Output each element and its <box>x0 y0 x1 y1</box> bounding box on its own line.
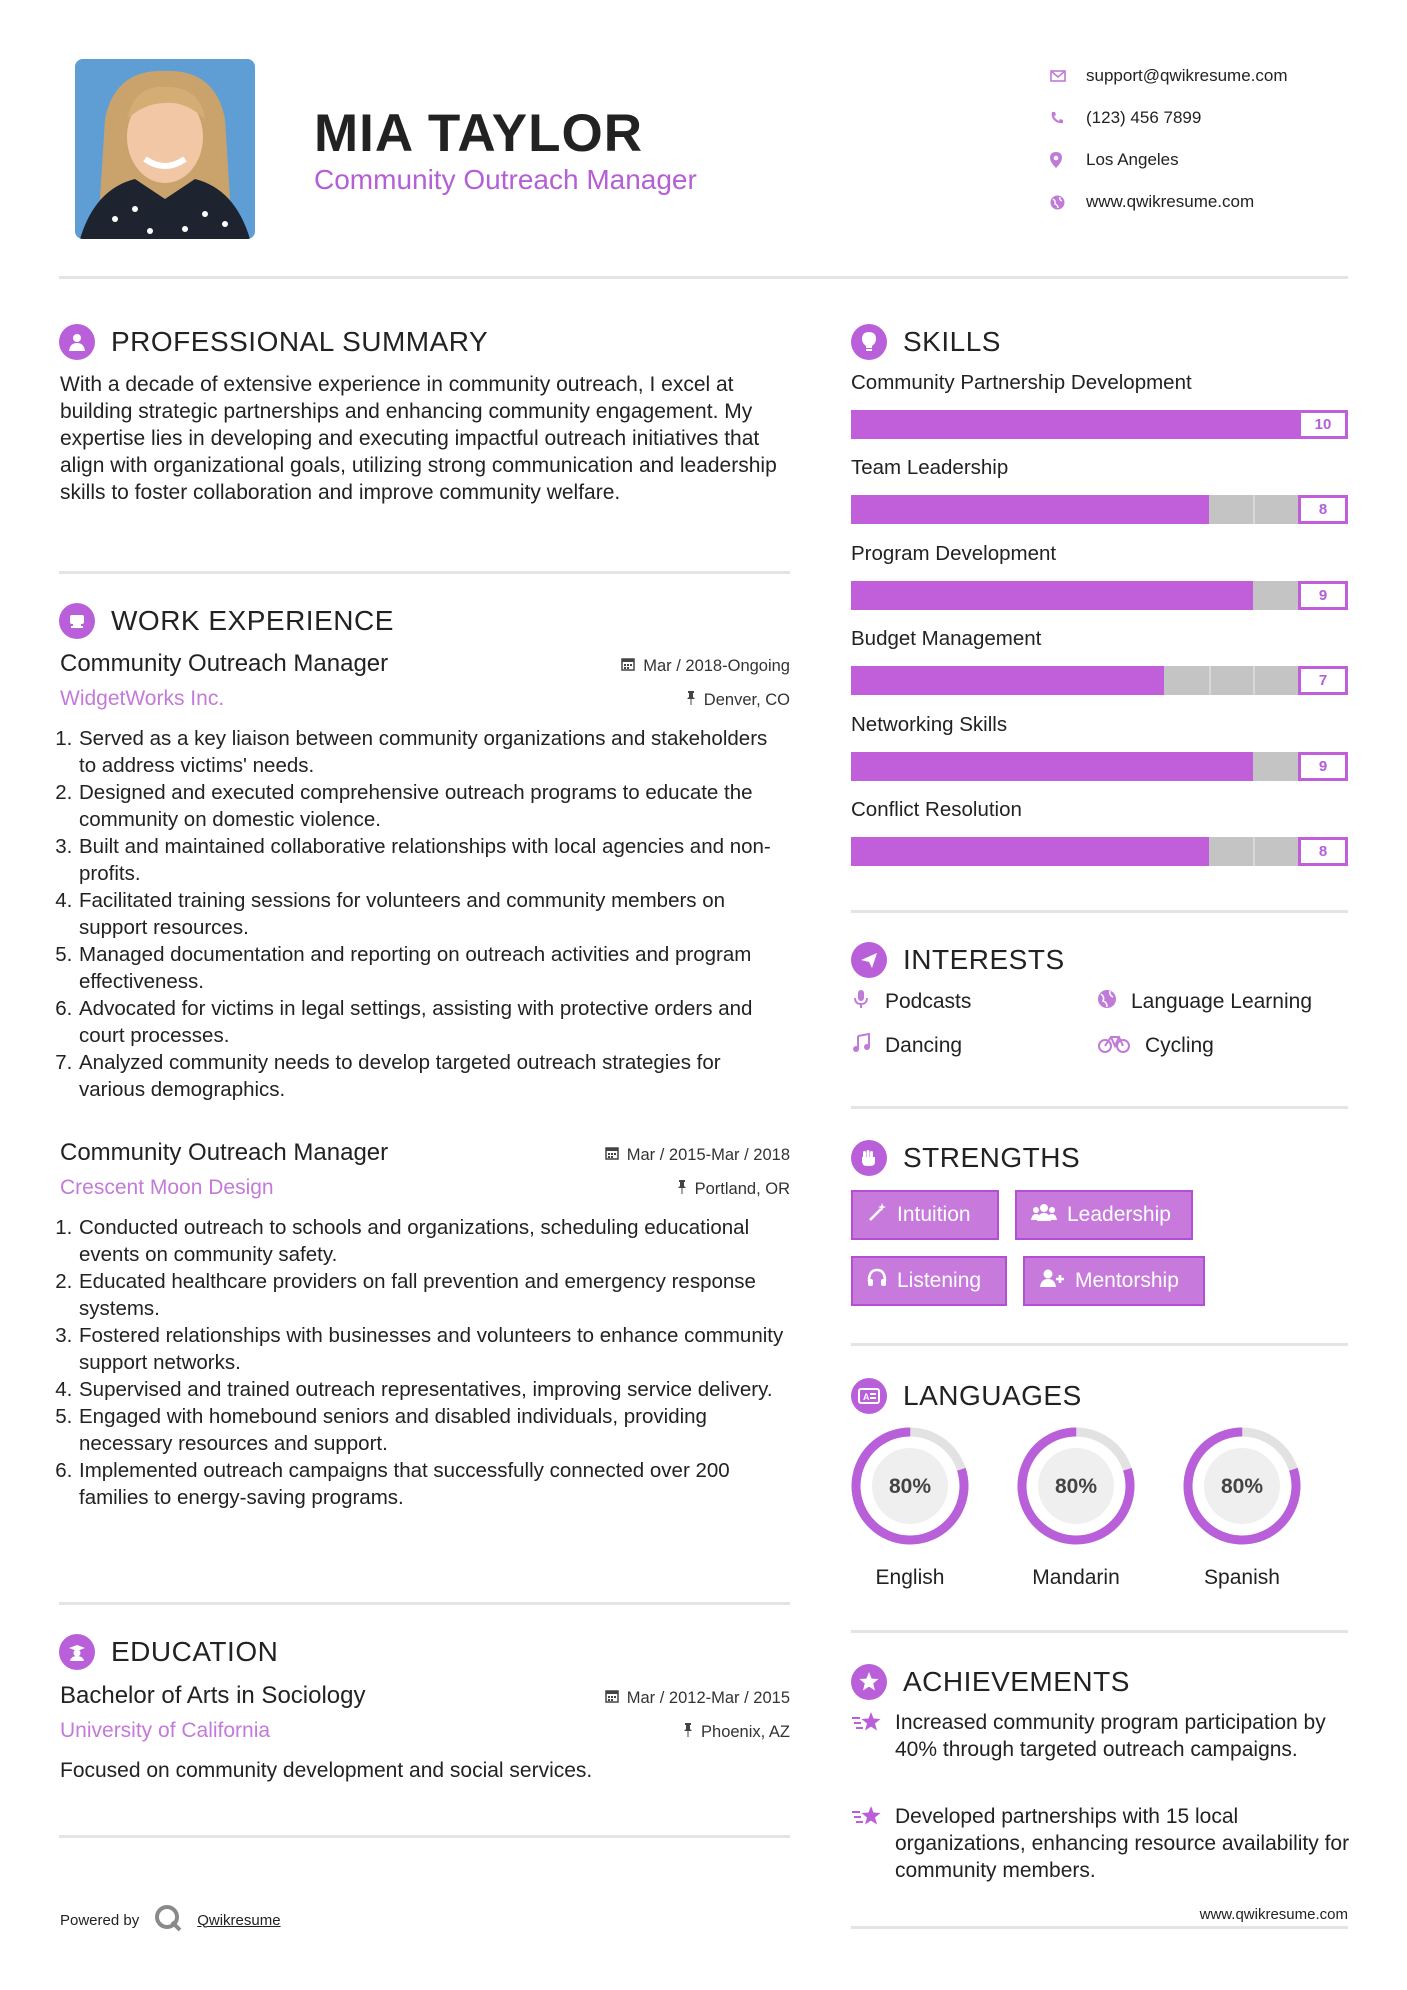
avatar-illustration <box>75 59 255 239</box>
achievement-item <box>851 1709 1351 1763</box>
job-date <box>621 657 790 676</box>
languages-heading <box>851 1378 1082 1414</box>
interests-heading <box>851 942 1065 978</box>
contact-list <box>1050 55 1380 223</box>
work-heading <box>59 603 394 639</box>
shooting-star-icon <box>851 1803 883 1884</box>
achievements-title: ACHIEVEMENTS <box>903 1666 1130 1697</box>
interest-label: Language Learning <box>1131 990 1313 1013</box>
list-item: 2. Educated healthcare providers on fall prevention and emergency response systems. <box>78 1268 790 1322</box>
contact-location <box>1050 139 1380 181</box>
skills-heading <box>851 324 1001 360</box>
skill-item <box>851 713 1348 781</box>
skill-item <box>851 456 1348 524</box>
magic-wand-icon <box>867 1202 887 1228</box>
strength-label: Mentorship <box>1075 1269 1179 1292</box>
pushpin-icon <box>683 1723 693 1742</box>
calendar-icon <box>605 1689 619 1708</box>
education-title: EDUCATION <box>111 1636 279 1667</box>
job-date-text: Mar / 2018-Ongoing <box>643 657 790 675</box>
pushpin-icon <box>677 1180 687 1199</box>
contact-phone[interactable] <box>1050 97 1380 139</box>
achievements-heading <box>851 1664 1130 1700</box>
skill-name: Networking Skills <box>851 712 1008 736</box>
work-title: WORK EXPERIENCE <box>111 605 394 636</box>
job-title: Community Outreach Manager <box>60 650 389 677</box>
skill-level: 8 <box>1298 837 1348 866</box>
list-item: 7. Analyzed community needs to develop targeted outreach strategies for various demographics. <box>78 1049 790 1103</box>
skill-bar-tick <box>1253 666 1255 695</box>
language-ring <box>848 1424 972 1548</box>
skill-item <box>851 627 1348 695</box>
users-icon <box>1031 1202 1057 1228</box>
skill-item <box>851 371 1348 439</box>
headphones-icon <box>867 1268 887 1294</box>
language-item <box>1180 1424 1304 1590</box>
interest-label: Podcasts <box>885 990 972 1013</box>
job-location <box>677 1180 790 1199</box>
envelope-icon <box>1050 70 1086 82</box>
strength-label: Leadership <box>1067 1203 1171 1226</box>
bicycle-icon <box>1097 1033 1131 1059</box>
skill-level: 10 <box>1298 410 1348 439</box>
footer-url[interactable]: www.qwikresume.com <box>1199 1906 1348 1923</box>
candidate-title: Community Outreach Manager <box>314 164 697 195</box>
summary-text: With a decade of extensive experience in community outreach, I excel at building strategic partnerships and enhancing community engagement. My expertise lies in developing and executing impactful outreach initiatives that align with organizational goals, utilizing strong communication and leadership skills to foster collaboration and improve community welfare. <box>60 373 777 504</box>
skill-level: 9 <box>1298 581 1348 610</box>
globe-icon <box>1097 989 1117 1015</box>
list-item: 6. Advocated for victims in legal settings, assisting with protective orders and court processes. <box>78 995 790 1049</box>
list-item: 5. Engaged with homebound seniors and disabled individuals, providing necessary resources and support. <box>78 1403 790 1457</box>
strength-chip <box>851 1256 1007 1306</box>
skill-bar <box>851 581 1348 610</box>
strength-chip <box>1015 1190 1193 1240</box>
interest-item <box>1097 1033 1214 1059</box>
skill-bar <box>851 666 1348 695</box>
interest-item <box>851 989 971 1015</box>
interest-label: Cycling <box>1145 1034 1214 1057</box>
contact-website-text: www.qwikresume.com <box>1086 192 1255 211</box>
list-item: 6. Implemented outreach campaigns that successfully connected over 200 families to energy-saving programs. <box>78 1457 790 1511</box>
education-entry <box>60 1682 790 1783</box>
job-location-text: Denver, CO <box>703 691 790 709</box>
language-icon <box>851 1378 887 1414</box>
skill-bar <box>851 410 1348 439</box>
strength-chip <box>1023 1256 1205 1306</box>
summary-heading <box>59 324 488 360</box>
work-divider <box>59 1602 790 1605</box>
languages-divider <box>851 1630 1348 1633</box>
interest-item <box>1097 989 1312 1015</box>
languages-title: LANGUAGES <box>903 1380 1082 1411</box>
strengths-title: STRENGTHS <box>903 1142 1081 1173</box>
user-plus-icon <box>1039 1268 1065 1294</box>
skill-bar <box>851 495 1348 524</box>
candidate-name: MIA TAYLOR <box>314 104 643 163</box>
skill-level: 8 <box>1298 495 1348 524</box>
contact-phone-text: (123) 456 7899 <box>1086 108 1202 127</box>
job-company: WidgetWorks Inc. <box>60 687 225 710</box>
skill-bar-fill <box>851 666 1164 695</box>
skills-divider <box>851 910 1348 913</box>
language-ring <box>1180 1424 1304 1548</box>
skill-bar-tick <box>1253 837 1255 866</box>
job-duties <box>60 1214 790 1511</box>
achievements-divider <box>851 1926 1348 1929</box>
list-item: 1. Conducted outreach to schools and organizations, scheduling educational events on community safety. <box>78 1214 790 1268</box>
header-divider <box>59 276 1348 279</box>
education-heading <box>59 1634 278 1670</box>
skill-bar-fill <box>851 581 1253 610</box>
interests-title: INTERESTS <box>903 944 1065 975</box>
job-date <box>605 1146 790 1165</box>
skill-name: Conflict Resolution <box>851 798 1022 821</box>
strengths-divider <box>851 1343 1348 1346</box>
profile-photo <box>75 59 255 239</box>
skill-bar-tick <box>1209 666 1211 695</box>
education-description: Focused on community development and social services. <box>60 1759 593 1782</box>
school-name: University of California <box>60 1719 271 1742</box>
education-date-text: Mar / 2012-Mar / 2015 <box>626 1689 790 1707</box>
skill-level: 9 <box>1298 752 1348 781</box>
lightbulb-icon <box>851 324 887 360</box>
job-entry-1 <box>60 650 790 1103</box>
qwikresume-logo-icon <box>153 1903 183 1937</box>
skill-bar-fill <box>851 752 1253 781</box>
skill-name: Community Partnership Development <box>851 371 1192 394</box>
list-item: 2. Designed and executed comprehensive outreach programs to educate the community on domestic violence. <box>78 779 790 833</box>
education-location <box>683 1723 790 1742</box>
skill-level: 7 <box>1298 666 1348 695</box>
language-percent: 80% <box>1220 1475 1264 1498</box>
skill-bar-fill <box>851 495 1209 524</box>
star-badge-icon <box>851 1664 887 1700</box>
interest-label: Dancing <box>885 1034 963 1057</box>
contact-email-text: support@qwikresume.com <box>1086 66 1288 85</box>
skill-bar <box>851 752 1348 781</box>
contact-website[interactable] <box>1050 181 1380 223</box>
job-duties <box>60 725 790 1103</box>
svg-text:A: A <box>863 1392 870 1402</box>
language-item <box>1014 1424 1138 1590</box>
briefcase-icon <box>59 603 95 639</box>
language-name: English <box>875 1566 945 1589</box>
skill-name: Program Development <box>851 541 1057 565</box>
language-percent: 80% <box>1054 1475 1098 1498</box>
interest-item <box>851 1033 962 1059</box>
microphone-icon <box>851 989 871 1015</box>
contact-location-text: Los Angeles <box>1086 150 1179 169</box>
language-name: Spanish <box>1204 1566 1280 1589</box>
skill-bar <box>851 837 1348 866</box>
skill-item <box>851 798 1348 866</box>
contact-email[interactable] <box>1050 55 1380 97</box>
skill-name: Budget Management <box>851 627 1042 651</box>
shooting-star-icon <box>851 1709 883 1763</box>
graduate-icon <box>59 1634 95 1670</box>
calendar-icon <box>605 1146 619 1165</box>
achievement-text: Developed partnerships with 15 local organizations, enhancing resource availability for community members. <box>895 1805 1350 1882</box>
education-divider <box>59 1835 790 1838</box>
pushpin-icon <box>686 691 696 710</box>
powered-by-text: Powered by <box>60 1911 140 1929</box>
job-entry-2 <box>60 1139 790 1511</box>
list-item: 4. Supervised and trained outreach representatives, improving service delivery. <box>78 1376 790 1403</box>
music-note-icon <box>851 1033 871 1059</box>
education-date <box>605 1689 790 1708</box>
paper-plane-icon <box>851 942 887 978</box>
list-item: 1. Served as a key liaison between community organizations and stakeholders to address victims' needs. <box>78 725 790 779</box>
job-location <box>686 691 790 710</box>
summary-divider <box>59 571 790 574</box>
strength-chip <box>851 1190 999 1240</box>
list-item: 3. Built and maintained collaborative relationships with local agencies and non-profits. <box>78 833 790 887</box>
skill-item <box>851 542 1348 610</box>
skill-bar-tick <box>1253 495 1255 524</box>
job-location-text: Portland, OR <box>694 1180 790 1198</box>
skills-title: SKILLS <box>903 326 1001 357</box>
language-ring <box>1014 1424 1138 1548</box>
strengths-heading <box>851 1140 1080 1176</box>
skill-bar-fill <box>851 837 1209 866</box>
brand-link[interactable]: Qwikresume <box>197 1911 281 1929</box>
education-location-text: Phoenix, AZ <box>701 1723 790 1741</box>
interests-divider <box>851 1106 1348 1109</box>
skill-bar-fill <box>851 410 1298 439</box>
achievement-item <box>851 1803 1351 1884</box>
language-percent: 80% <box>888 1475 932 1498</box>
job-date-text: Mar / 2015-Mar / 2018 <box>626 1146 790 1164</box>
location-pin-icon <box>1050 152 1086 168</box>
user-icon <box>59 324 95 360</box>
phone-icon <box>1050 111 1086 125</box>
list-item: 5. Managed documentation and reporting on outreach activities and program effectiveness. <box>78 941 790 995</box>
strength-label: Listening <box>897 1269 982 1292</box>
globe-icon <box>1050 195 1086 210</box>
list-item: 4. Facilitated training sessions for volunteers and community members on support resources. <box>78 887 790 941</box>
summary-title: PROFESSIONAL SUMMARY <box>111 326 489 357</box>
job-company: Crescent Moon Design <box>60 1176 274 1199</box>
list-item: 3. Fostered relationships with businesses and volunteers to enhance community support networks. <box>78 1322 790 1376</box>
language-name: Mandarin <box>1032 1566 1120 1589</box>
degree-title: Bachelor of Arts in Sociology <box>60 1682 366 1709</box>
achievement-text: Increased community program participation by 40% through targeted outreach campaigns. <box>895 1711 1326 1761</box>
fist-icon <box>851 1140 887 1176</box>
footer-powered <box>60 1903 281 1937</box>
skill-name: Team Leadership <box>851 456 1009 480</box>
strength-label: Intuition <box>897 1203 971 1226</box>
calendar-icon <box>621 657 635 676</box>
job-title: Community Outreach Manager <box>60 1139 389 1166</box>
language-item <box>848 1424 972 1590</box>
